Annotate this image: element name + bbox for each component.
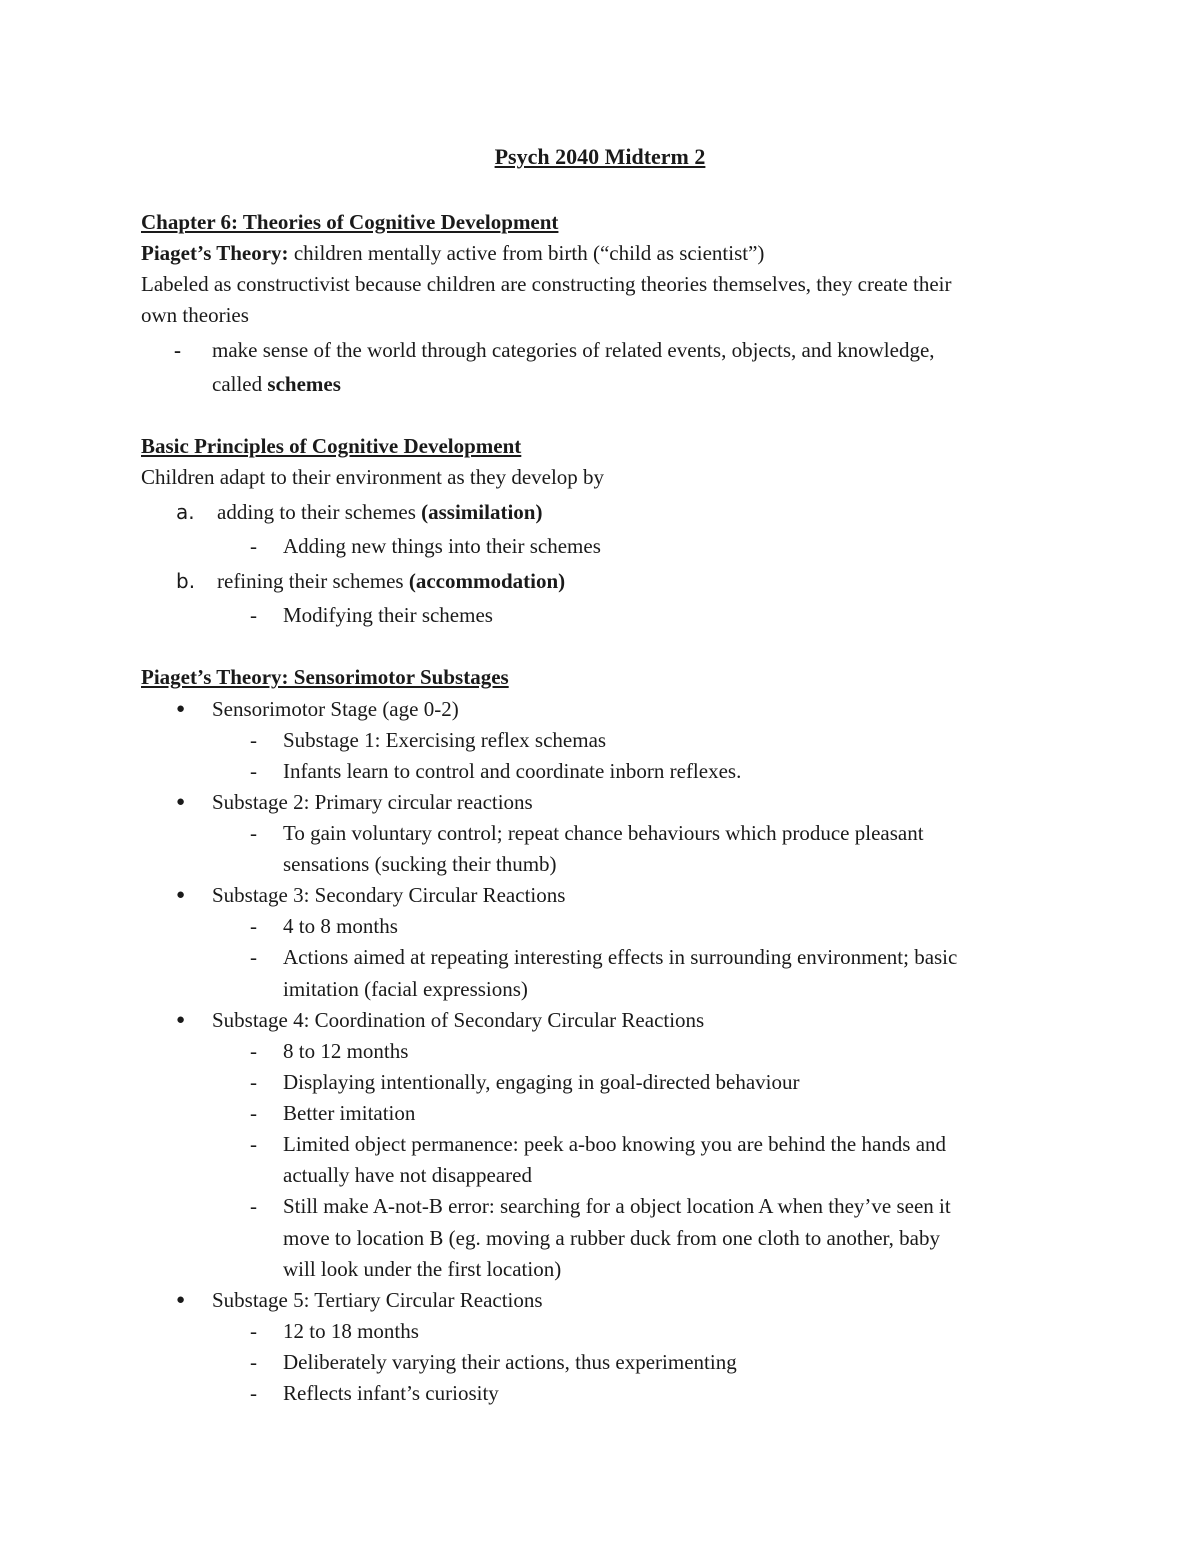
substage-5-detail-1: Deliberately varying their actions, thus experimenting	[283, 1350, 737, 1374]
list-marker-a: a.	[176, 500, 195, 524]
substage-1-detail: Infants learn to control and coordinate inborn reflexes.	[283, 759, 742, 783]
chapter-heading: Chapter 6: Theories of Cognitive Development	[141, 210, 559, 234]
substage-3-detail-1: Actions aimed at repeating interesting effects in surrounding environment; basic	[283, 945, 958, 969]
sensorimotor-stage: Sensorimotor Stage (age 0-2)	[212, 697, 459, 721]
accommodation-term: (accommodation)	[408, 569, 566, 593]
substage-4-detail-2: Better imitation	[283, 1101, 416, 1125]
assimilation-line	[217, 497, 542, 528]
accommodation-text: refining their schemes	[217, 569, 404, 593]
principles-intro: Children adapt to their environment as they develop by	[141, 465, 605, 489]
list-marker-b: b.	[176, 569, 196, 593]
dash-marker: -	[250, 603, 257, 627]
dash-marker: -	[250, 1132, 257, 1156]
substage-5-age: 12 to 18 months	[283, 1319, 419, 1343]
dash-marker: -	[174, 338, 181, 362]
dash-marker: -	[250, 821, 257, 845]
substage-3-detail-2: imitation (facial expressions)	[283, 977, 528, 1001]
dash-marker: -	[250, 1350, 257, 1374]
substage-4-detail-1: Displaying intentionally, engaging in goal-directed behaviour	[283, 1070, 800, 1094]
dash-marker: -	[250, 1194, 257, 1218]
substage-4: Substage 4: Coordination of Secondary Circular Reactions	[212, 1008, 705, 1032]
substage-3-age: 4 to 8 months	[283, 914, 398, 938]
substage-1: Substage 1: Exercising reflex schemas	[283, 728, 607, 752]
bullet-icon: ●	[176, 1012, 186, 1028]
assimilation-text: adding to their schemes	[217, 500, 416, 524]
principles-heading: Basic Principles of Cognitive Development	[141, 434, 522, 458]
substage-4-detail-3a: Limited object permanence: peek a-boo knowing you are behind the hands and	[283, 1132, 947, 1156]
bullet-icon: ●	[176, 701, 186, 717]
substage-2-detail-1: To gain voluntary control; repeat chance behaviours which produce pleasant	[283, 821, 924, 845]
dash-marker: -	[250, 759, 257, 783]
schemes-line-2	[212, 369, 341, 400]
schemes-line-1: make sense of the world through categories of related events, objects, and knowledge,	[212, 338, 935, 362]
piaget-theory-line	[141, 238, 764, 269]
substage-2-detail-2: sensations (sucking their thumb)	[283, 852, 557, 876]
constructivist-line-1: Labeled as constructivist because children are constructing theories themselves, they create their	[141, 272, 952, 296]
page-title: Psych 2040 Midterm 2	[494, 144, 706, 169]
assimilation-detail: Adding new things into their schemes	[283, 534, 601, 558]
piaget-theory-label: Piaget’s Theory:	[141, 241, 289, 265]
piaget-theory-text: children mentally active from birth (“child as scientist”)	[293, 241, 765, 265]
accommodation-line	[217, 566, 565, 597]
dash-marker: -	[250, 534, 257, 558]
sensorimotor-heading: Piaget’s Theory: Sensorimotor Substages	[141, 665, 509, 689]
assimilation-term: (assimilation)	[421, 500, 543, 524]
dash-marker: -	[250, 1070, 257, 1094]
dash-marker: -	[250, 945, 257, 969]
dash-marker: -	[250, 1319, 257, 1343]
substage-3: Substage 3: Secondary Circular Reactions	[212, 883, 566, 907]
bullet-icon: ●	[176, 1292, 186, 1308]
schemes-term: schemes	[267, 372, 341, 396]
bullet-icon: ●	[176, 887, 186, 903]
substage-4-detail-4b: move to location B (eg. moving a rubber duck from one cloth to another, baby	[283, 1226, 940, 1250]
dash-marker: -	[250, 1381, 257, 1405]
substage-4-detail-4a: Still make A-not-B error: searching for a object location A when they’ve seen it	[283, 1194, 951, 1218]
substage-4-detail-4c: will look under the first location)	[283, 1257, 562, 1281]
substage-5-detail-2: Reflects infant’s curiosity	[283, 1381, 499, 1405]
bullet-icon: ●	[176, 794, 186, 810]
dash-marker: -	[250, 914, 257, 938]
dash-marker: -	[250, 1039, 257, 1063]
substage-4-detail-3b: actually have not disappeared	[283, 1163, 532, 1187]
substage-5: Substage 5: Tertiary Circular Reactions	[212, 1288, 543, 1312]
accommodation-detail: Modifying their schemes	[283, 603, 493, 627]
dash-marker: -	[250, 1101, 257, 1125]
dash-marker: -	[250, 728, 257, 752]
substage-4-age: 8 to 12 months	[283, 1039, 409, 1063]
schemes-called-text: called	[212, 372, 263, 396]
substage-2: Substage 2: Primary circular reactions	[212, 790, 533, 814]
constructivist-line-2: own theories	[141, 303, 249, 327]
